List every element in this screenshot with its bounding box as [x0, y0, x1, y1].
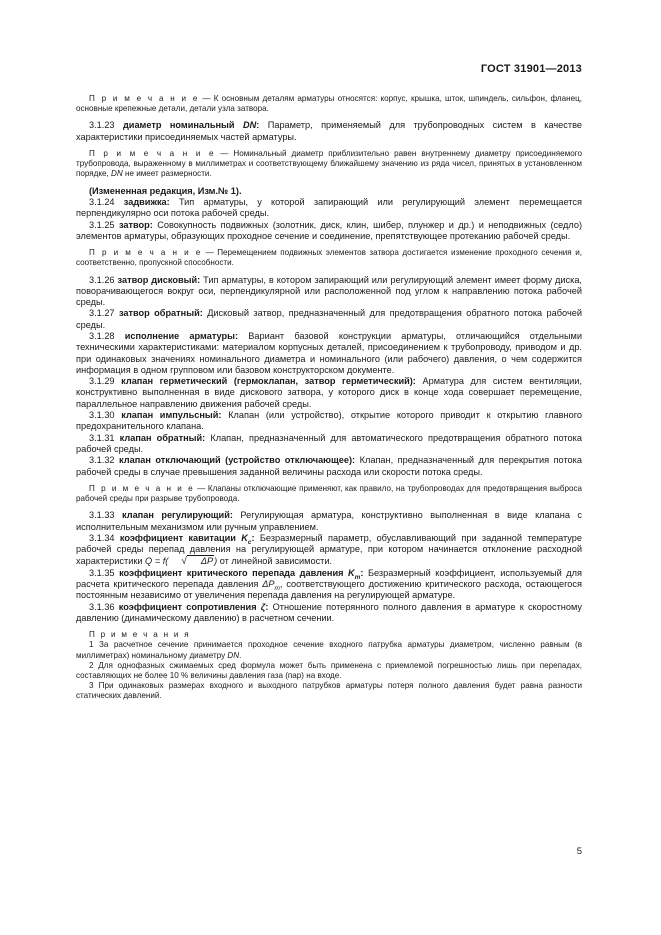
term-3-1-26: 3.1.26 затвор дисковый: Тип арматуры, в котором запирающий или регулирующий элемент имеет форму диска, поворачивающегося вокруг оси, перпендикулярной или расположенной под углом к направлению потока рабочей среды. [76, 274, 582, 308]
note-shutoff-valves: П р и м е ч а н и е — Клапаны отключающие применяют, как правило, на трубопроводах для предотвращения выброса рабочей среды при разрыве трубопровода. [76, 483, 583, 504]
final-note-2: 2 Для однофазных сжимаемых сред формула может быть применена с приемлемой погрешностью лишь при перепадах, составляющих не более 10 % величины давления газа (пар) на входе. [76, 660, 582, 681]
term-3-1-27: 3.1.27 затвор обратный: Дисковый затвор, предназначенный для предотвращения обратного потока рабочей среды. [76, 308, 582, 330]
page-content [76, 94, 582, 702]
note-main-parts: П р и м е ч а н и е — К основным деталям арматуры относятся: корпус, крышка, шток, шпиндель, сильфон, фланец, основные крепежные детали, детали узла затвора. [76, 94, 583, 114]
term-3-1-33: 3.1.33 клапан регулирующий: Регулирующая арматура, конструктивно выполненная в виде клапана с исполнительным механизмом или ручным управлением. [76, 510, 582, 532]
formula: Q = f( √ ΔP) [145, 556, 218, 568]
standard-header: ГОСТ 31901—2013 [480, 63, 582, 75]
edition-note: (Измененная редакция, Изм.№ 1). [89, 185, 242, 196]
sqrt-icon: √ [181, 556, 187, 568]
term-3-1-36: 3.1.36 коэффициент сопротивления ζ: Отношение потерянного полного давления в арматуре к скоростному давлению (динамическому давлению) в расчетном сечении. [76, 601, 582, 623]
note-valve-seat: П р и м е ч а н и е — Перемещением подвижных элементов затвора достигается изменение проходного сечения и, соответственно, пропускной способности. [76, 248, 582, 268]
term-3-1-35: 3.1.35 коэффициент критического перепада давления $K_m$: Безразмерный коэффициент, используемый для расчета критического перепада давления $\Delta P_m$, соответствующего достижению критического расхода, остающегося постоянным независимо от увеличения перепада давления на регулирующей арматуре. [76, 567, 582, 601]
term-3-1-34: 3.1.34 коэффициент кавитации $K_c$: Безразмерный параметр, обуславливающий при заданной температуре рабочей среды перепад давления на регулирующей арматуре, при котором начинается отклонение расходной характеристики Q = f( √ ΔP) от линейной зависимости. [76, 532, 583, 568]
term-3-1-29: 3.1.29 клапан герметический (гермоклапан, затвор герметический): Арматура для систем вентиляции, конструктивно выполненная в виде дискового затвора, у которого диск в конце хода совершает перемещение, параллельное направлению движения рабочей среды. [76, 376, 582, 409]
term-3-1-31: 3.1.31 клапан обратный: Клапан, предназначенный для автоматического предотвращения обратного потока рабочей среды. [76, 432, 582, 454]
term-3-1-28: 3.1.28 исполнение арматуры: Вариант базовой конструкции арматуры, отличающийся отдельными техническими характеристиками: материалом корпусных деталей, присоединением к трубопроводу, приводом и др. при одинаковых значениях номинального диаметра и номинального (или рабочего) давления, о чем содержится информация в одном групповом или базовом конструкторском документе. [76, 330, 582, 375]
final-note-3: 3 При одинаковых размерах входного и выходного патрубков арматуры потеря полного давления будет равна разности статических давлений. [76, 681, 582, 701]
term-3-1-25: 3.1.25 затвор: Совокупность подвижных (золотник, диск, клин, шибер, плунжер и др.) и неподвижных (седло) элементов арматуры, образующих проходное сечение и соединение, препятствующее протеканию рабочей среды. [76, 219, 583, 241]
notes-label: П р и м е ч а н и я [89, 630, 191, 640]
page-number: 5 [576, 846, 582, 857]
note-nominal-diameter: П р и м е ч а н и е — Номинальный диаметр приблизительно равен внутреннему диаметру присоединяемого трубопровода, выраженному в миллиметрах и соответствующему ближайшему значению из ряда чисел, принятых в установленном порядке, DN не имеет размерности. [76, 149, 582, 179]
final-note-1: 1 За расчетное сечение принимается проходное сечение входного патрубка арматуры диаметром, численно равным (в миллиметрах) номинальному диаметру DN. [76, 640, 582, 660]
note-label: П р и м е ч а н и е [89, 94, 200, 103]
term-3-1-24: 3.1.24 задвижка: Тип арматуры, у которой запирающий или регулирующий элемент перемещается перпендикулярно оси потока рабочей среды. [76, 196, 582, 219]
term-3-1-23: 3.1.23 диаметр номинальный DN: Параметр, применяемый для трубопроводных систем в качестве характеристики присоединяемых частей арматуры. [76, 120, 582, 142]
term-3-1-30: 3.1.30 клапан импульсный: Клапан (или устройство), открытие которого приводит к открытию главного предохранительного клапана. [76, 410, 582, 432]
term-3-1-32: 3.1.32 клапан отключающий (устройство отключающее): Клапан, предназначенный для перекрытия потока рабочей среды в случае превышения заданной величины расхода или скорости потока среды. [76, 455, 582, 477]
